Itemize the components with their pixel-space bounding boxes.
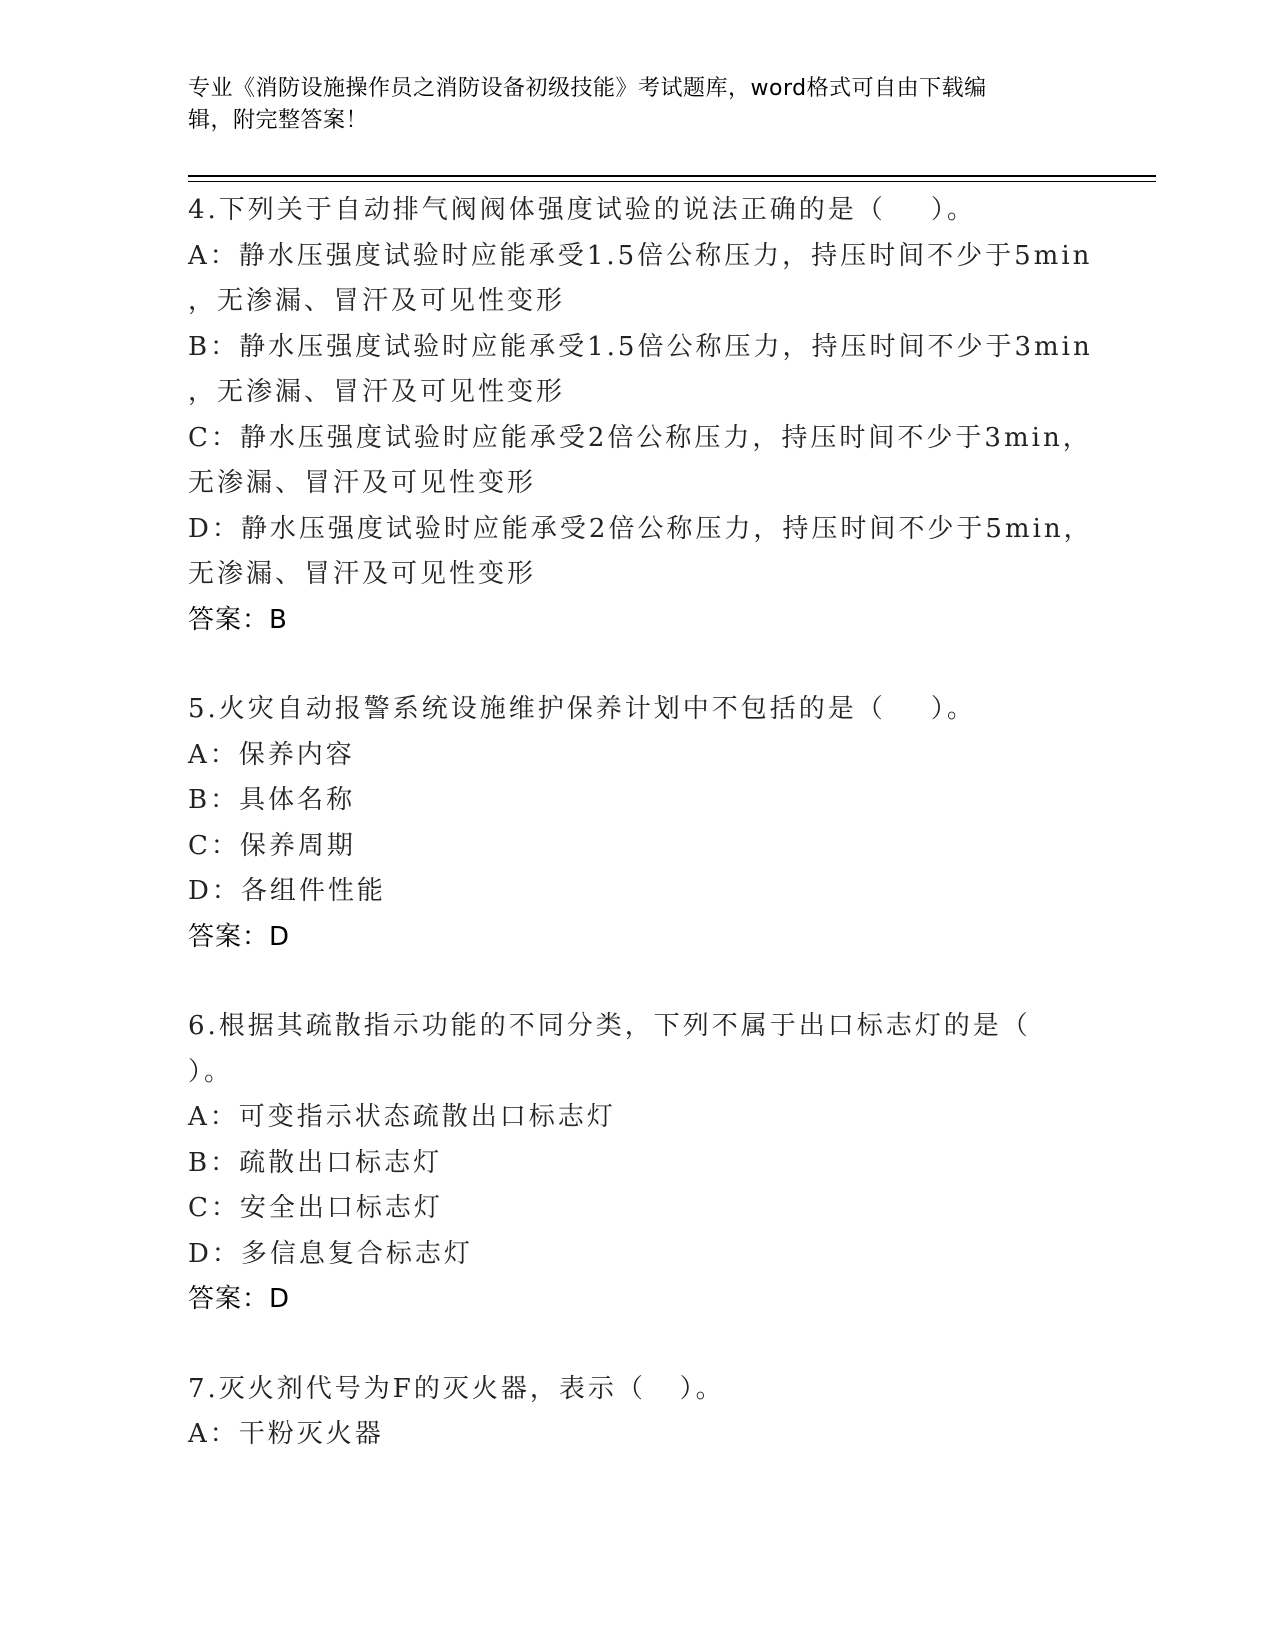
question-block [188, 687, 1108, 960]
option-line: A：干粉灭火器 [188, 1419, 384, 1449]
document-header [188, 73, 1088, 137]
option-line: D：各组件性能 [188, 876, 386, 906]
header-divider-thin [188, 181, 1156, 182]
answer-line: 答案：D [188, 1284, 291, 1314]
answer-line: 答案：D [188, 921, 291, 952]
question-stem: 4.下列关于自动排气阀阀体强度试验的说法正确的是（ ）。 [188, 195, 976, 225]
option-line: 无渗漏、冒汗及可见性变形 [188, 468, 537, 498]
option-line: A：静水压强度试验时应能承受1.5倍公称压力，持压时间不少于5min [188, 240, 1093, 271]
option-line: ，无渗漏、冒汗及可见性变形 [188, 286, 566, 316]
answer-line: 答案：B [188, 604, 288, 635]
option-line: C：静水压强度试验时应能承受2倍公称压力，持压时间不少于3min， [188, 422, 1092, 453]
option-line: C：保养周期 [188, 830, 356, 861]
question-stem: 5.火灾自动报警系统设施维护保养计划中不包括的是（ ）。 [188, 694, 976, 724]
option-line: A：保养内容 [188, 739, 355, 770]
option-line: ，无渗漏、冒汗及可见性变形 [188, 377, 566, 407]
option-line: B：静水压强度试验时应能承受1.5倍公称压力，持压时间不少于3min [188, 331, 1093, 362]
question-block [188, 1367, 1108, 1458]
question-stem: 7.灭火剂代号为F的灭火器，表示（ ）。 [188, 1373, 725, 1404]
header-divider-thick [188, 175, 1156, 177]
option-line: A：可变指示状态疏散出口标志灯 [188, 1102, 616, 1132]
question-block [188, 188, 1108, 643]
question-stem: ）。 [188, 1056, 234, 1087]
question-list [188, 188, 1108, 1502]
header-line-2: 辑，附完整答案！ [188, 108, 369, 133]
option-line: B：具体名称 [188, 785, 356, 815]
option-line: 无渗漏、冒汗及可见性变形 [188, 559, 537, 589]
option-line: D：静水压强度试验时应能承受2倍公称压力，持压时间不少于5min， [188, 513, 1093, 544]
option-line: C：安全出口标志灯 [188, 1193, 443, 1223]
question-block [188, 1004, 1108, 1323]
option-line: B：疏散出口标志灯 [188, 1147, 443, 1178]
option-line: D：多信息复合标志灯 [188, 1238, 473, 1269]
question-stem: 6.根据其疏散指示功能的不同分类，下列不属于出口标志灯的是（ [188, 1011, 1031, 1041]
header-line-1: 专业《消防设施操作员之消防设备初级技能》考试题库，word格式可自由下载编 [188, 76, 987, 101]
